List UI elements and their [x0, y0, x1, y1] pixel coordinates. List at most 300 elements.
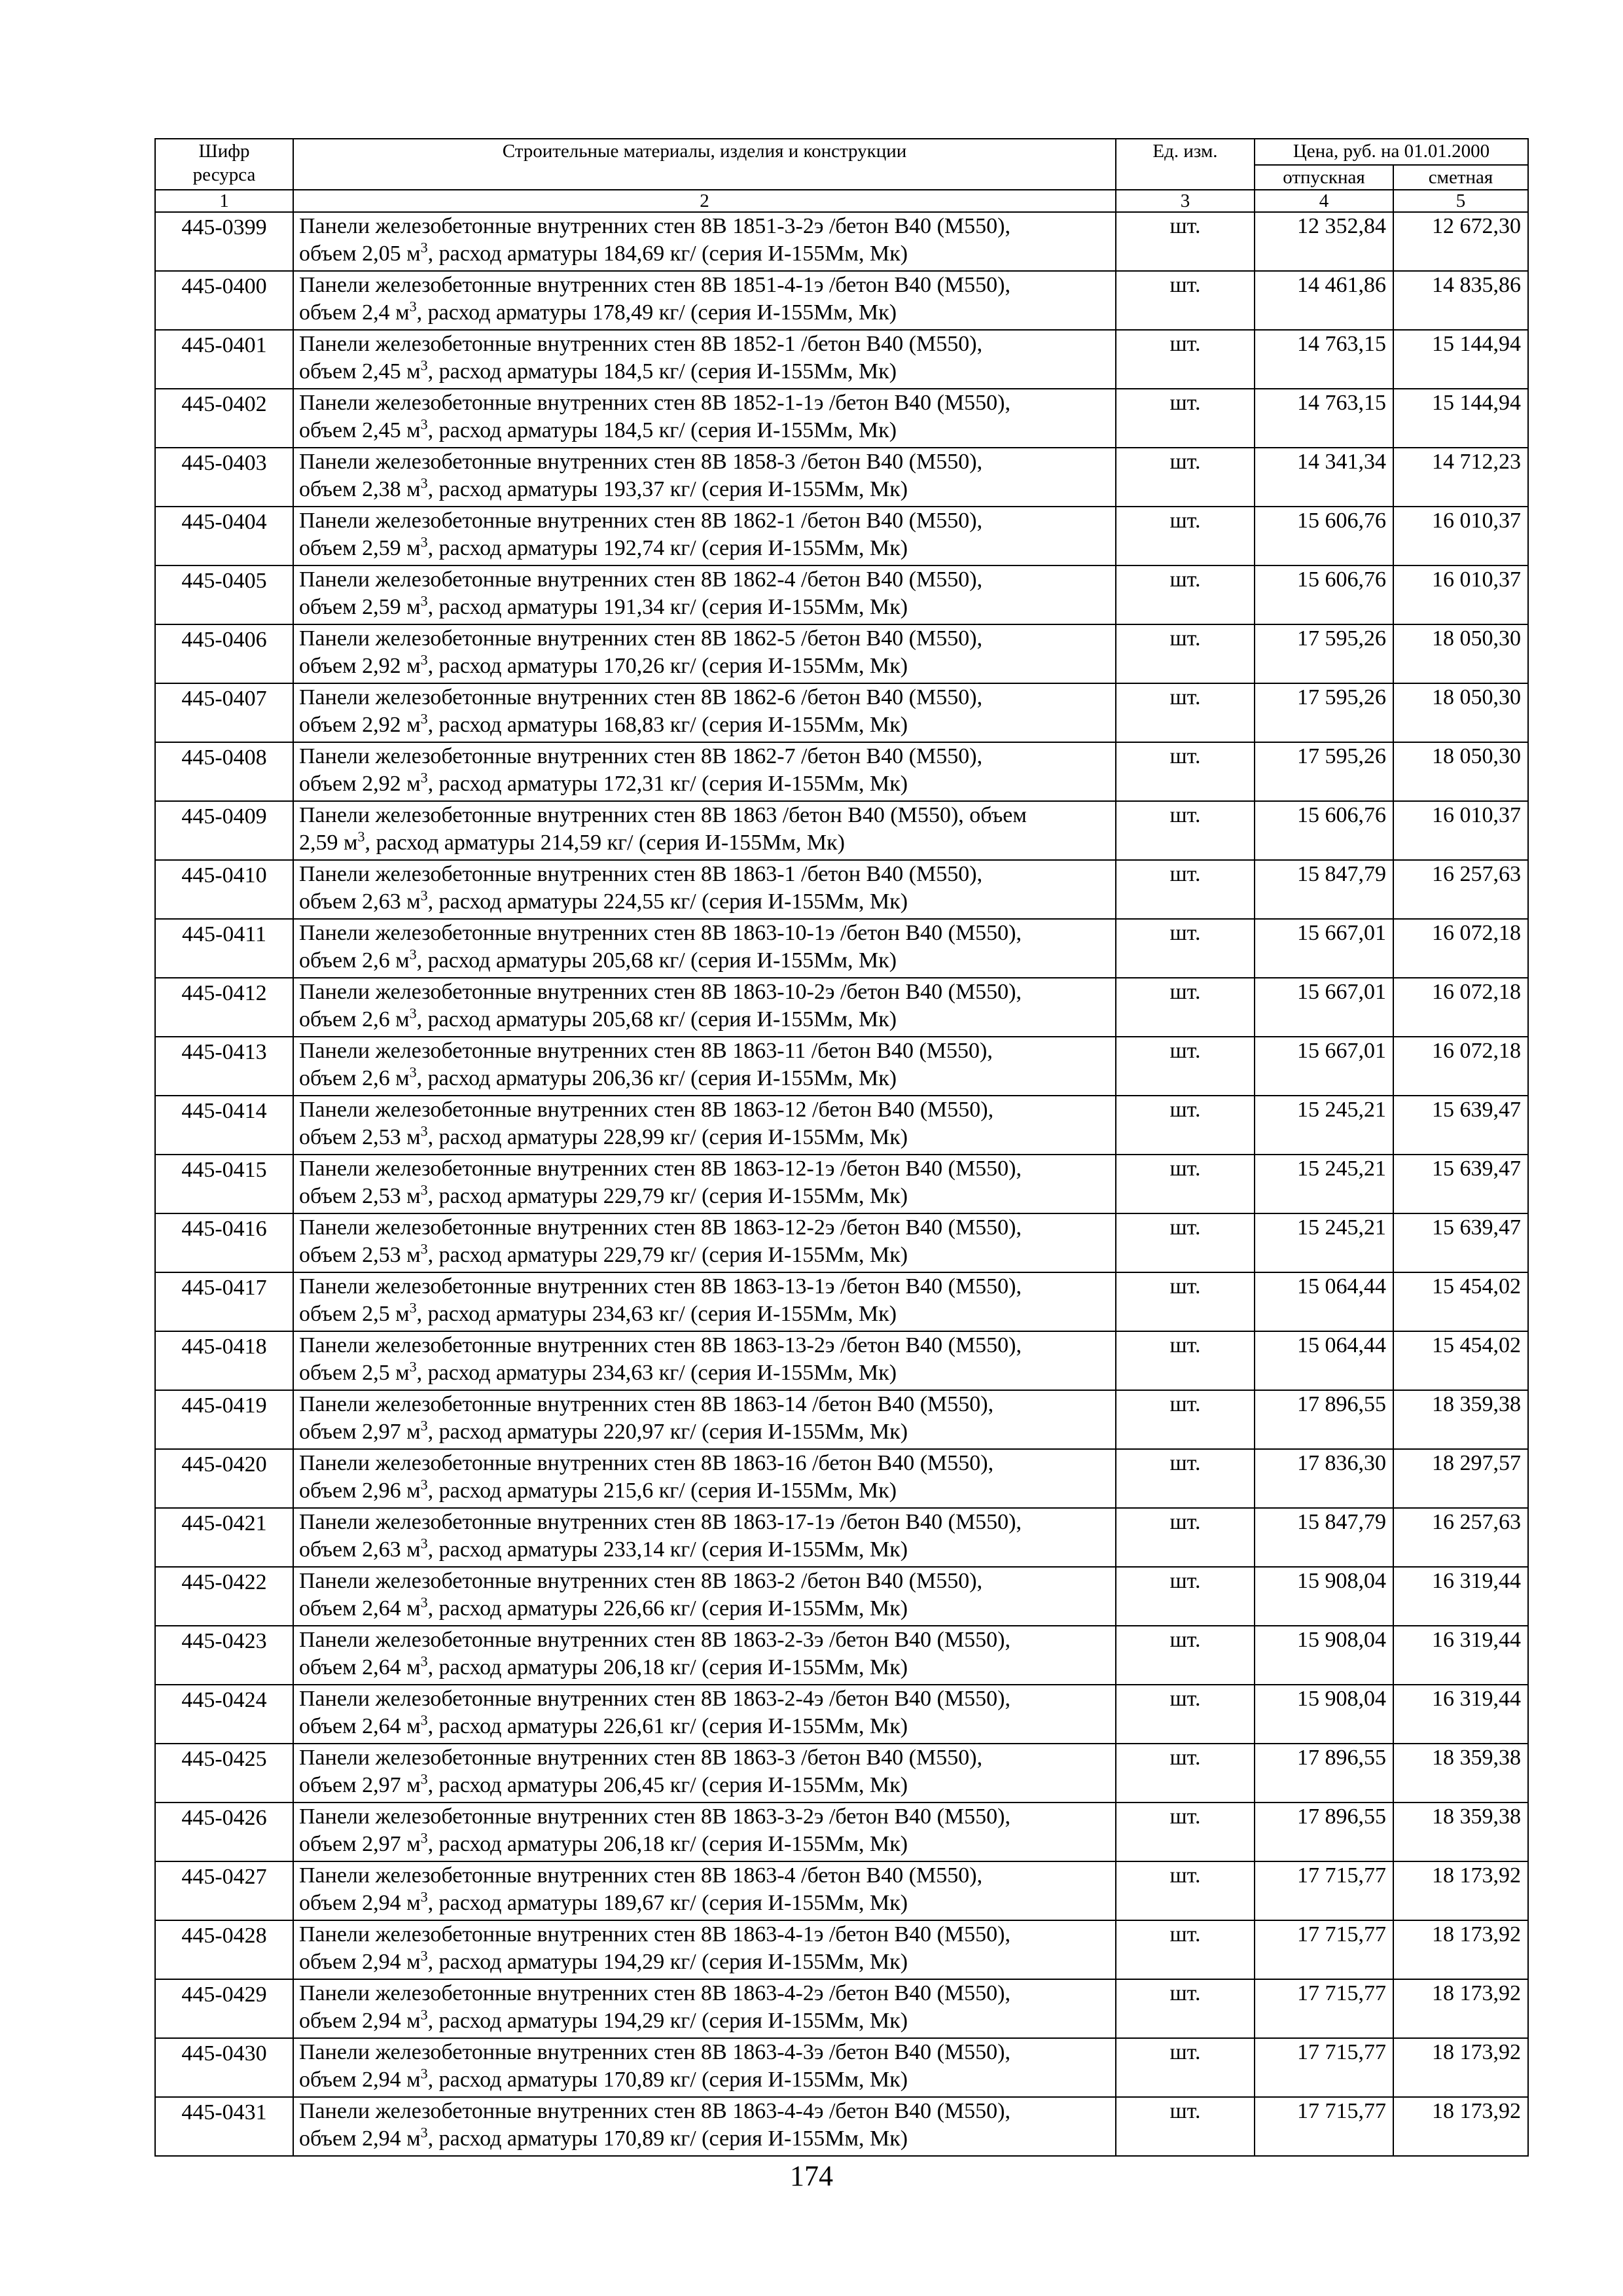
table-row: [155, 978, 1528, 1037]
volume-text: объем 2,45 м: [299, 359, 421, 384]
material-description: [293, 1096, 1116, 1155]
resource-code: 445-0401: [155, 330, 293, 389]
volume-text: объем 2,64 м: [299, 1714, 421, 1738]
cubic-superscript: 3: [420, 357, 428, 374]
column-number: 3: [1116, 190, 1255, 212]
description-line-2: [299, 2066, 1111, 2094]
resource-code: 445-0428: [155, 1920, 293, 1979]
unit-cell: шт.: [1116, 1390, 1255, 1449]
cubic-superscript: 3: [420, 239, 428, 256]
wholesale-price: 15 667,01: [1255, 1037, 1393, 1096]
estimate-price: 14 712,23: [1393, 448, 1528, 507]
unit-cell: шт.: [1116, 801, 1255, 860]
description-line-2: [299, 1183, 1111, 1210]
volume-text: объем 2,94 м: [299, 1891, 421, 1915]
volume-text: объем 2,92 м: [299, 654, 421, 678]
column-number: 5: [1393, 190, 1528, 212]
table-row: [155, 1685, 1528, 1744]
table-body: [155, 212, 1528, 2156]
cubic-superscript: 3: [420, 1888, 428, 1905]
description-line-1: Панели железобетонные внутренних стен 8В 1863-11 /бетон В40 (М550),: [299, 1039, 993, 1063]
wholesale-price: 17 896,55: [1255, 1744, 1393, 1803]
table-row: [155, 448, 1528, 507]
table-row: [155, 801, 1528, 860]
estimate-price: 16 072,18: [1393, 978, 1528, 1037]
description-line-2: [299, 1006, 1111, 1033]
rebar-text: , расход арматуры 184,5 кг/ (серия И-155Мм, Мк): [427, 359, 897, 384]
resource-code: 445-0406: [155, 624, 293, 683]
unit-cell: шт.: [1116, 978, 1255, 1037]
cubic-superscript: 3: [420, 416, 428, 433]
rebar-text: , расход арматуры 233,14 кг/ (серия И-155Мм, Мк): [427, 1537, 908, 1562]
unit-cell: шт.: [1116, 330, 1255, 389]
resource-code: 445-0430: [155, 2038, 293, 2097]
unit-cell: шт.: [1116, 1508, 1255, 1567]
description-line-1: Панели железобетонные внутренних стен 8В 1863-4 /бетон В40 (М550),: [299, 1863, 983, 1888]
material-description: [293, 1155, 1116, 1213]
estimate-price: 16 257,63: [1393, 860, 1528, 919]
unit-cell: шт.: [1116, 1685, 1255, 1744]
rebar-text: , расход арматуры 191,34 кг/ (серия И-155Мм, Мк): [427, 595, 908, 619]
table-row: [155, 2038, 1528, 2097]
wholesale-price: 14 461,86: [1255, 271, 1393, 330]
header-wholesale: отпускная: [1255, 165, 1393, 190]
table-row: [155, 507, 1528, 565]
unit-cell: шт.: [1116, 860, 1255, 919]
resource-code: 445-0403: [155, 448, 293, 507]
wholesale-price: 17 715,77: [1255, 1920, 1393, 1979]
cubic-superscript: 3: [409, 1064, 417, 1081]
unit-cell: шт.: [1116, 448, 1255, 507]
description-line-2: [299, 476, 1111, 503]
unit-cell: шт.: [1116, 742, 1255, 801]
description-line-1: Панели железобетонные внутренних стен 8В 1863-12 /бетон В40 (М550),: [299, 1098, 994, 1122]
estimate-price: 16 257,63: [1393, 1508, 1528, 1567]
rebar-text: , расход арматуры 234,63 кг/ (серия И-155Мм, Мк): [416, 1361, 897, 1385]
volume-text: объем 2,92 м: [299, 772, 421, 796]
unit-cell: шт.: [1116, 1861, 1255, 1920]
wholesale-price: 14 763,15: [1255, 389, 1393, 448]
description-line-1: Панели железобетонные внутренних стен 8В 1863-4-3э /бетон В40 (М550),: [299, 2040, 1011, 2064]
resource-code: 445-0414: [155, 1096, 293, 1155]
volume-text: объем 2,97 м: [299, 1420, 421, 1444]
estimate-price: 15 144,94: [1393, 330, 1528, 389]
resource-code: 445-0426: [155, 1803, 293, 1861]
rebar-text: , расход арматуры 193,37 кг/ (серия И-155Мм, Мк): [427, 477, 908, 501]
description-line-1: Панели железобетонные внутренних стен 8В 1863-2 /бетон В40 (М550),: [299, 1569, 983, 1593]
table-row: [155, 1861, 1528, 1920]
cubic-superscript: 3: [420, 1181, 428, 1198]
header-row: [155, 139, 1528, 165]
description-line-2: [299, 1654, 1111, 1681]
material-description: [293, 1508, 1116, 1567]
header-unit: Ед. изм.: [1116, 139, 1255, 190]
resource-code: 445-0422: [155, 1567, 293, 1626]
volume-text: объем 2,59 м: [299, 595, 421, 619]
estimate-price: 18 173,92: [1393, 2038, 1528, 2097]
table-row: [155, 1567, 1528, 1626]
description-line-2: [299, 1477, 1111, 1505]
resource-code: 445-0420: [155, 1449, 293, 1508]
resource-code: 445-0402: [155, 389, 293, 448]
wholesale-price: 15 908,04: [1255, 1685, 1393, 1744]
cubic-superscript: 3: [420, 1829, 428, 1846]
description-line-2: [299, 2125, 1111, 2153]
rebar-text: , расход арматуры 229,79 кг/ (серия И-155Мм, Мк): [427, 1184, 908, 1208]
description-line-2: [299, 1418, 1111, 1446]
description-line-1: Панели железобетонные внутренних стен 8В 1863-14 /бетон В40 (М550),: [299, 1392, 994, 1416]
resource-code: 445-0425: [155, 1744, 293, 1803]
cubic-superscript: 3: [420, 1594, 428, 1611]
volume-text: объем 2,6 м: [299, 1066, 410, 1090]
estimate-price: 14 835,86: [1393, 271, 1528, 330]
description-line-1: Панели железобетонные внутренних стен 8В 1863 /бетон В40 (М550), объем: [299, 803, 1027, 827]
unit-cell: шт.: [1116, 271, 1255, 330]
rebar-text: , расход арматуры 178,49 кг/ (серия И-155Мм, Мк): [416, 300, 897, 325]
estimate-price: 15 454,02: [1393, 1272, 1528, 1331]
rebar-text: , расход арматуры 205,68 кг/ (серия И-155Мм, Мк): [416, 1007, 897, 1031]
estimate-price: 18 359,38: [1393, 1803, 1528, 1861]
material-description: [293, 1803, 1116, 1861]
description-line-1: Панели железобетонные внутренних стен 8В 1863-4-4э /бетон В40 (М550),: [299, 2099, 1011, 2123]
volume-text: объем 2,94 м: [299, 2009, 421, 2033]
wholesale-price: 17 715,77: [1255, 1861, 1393, 1920]
unit-cell: шт.: [1116, 1567, 1255, 1626]
material-description: [293, 1685, 1116, 1744]
rebar-text: , расход арматуры 189,67 кг/ (серия И-155Мм, Мк): [427, 1891, 908, 1915]
rebar-text: , расход арматуры 226,66 кг/ (серия И-155Мм, Мк): [427, 1596, 908, 1621]
volume-text: объем 2,97 м: [299, 1773, 421, 1797]
cubic-superscript: 3: [357, 828, 365, 845]
description-line-2: [299, 711, 1111, 739]
cubic-superscript: 3: [420, 2124, 428, 2141]
header-estimate: сметная: [1393, 165, 1528, 190]
material-description: [293, 1861, 1116, 1920]
unit-cell: шт.: [1116, 1331, 1255, 1390]
cubic-superscript: 3: [420, 769, 428, 786]
wholesale-price: 15 064,44: [1255, 1331, 1393, 1390]
cubic-superscript: 3: [420, 1122, 428, 1139]
unit-cell: шт.: [1116, 1037, 1255, 1096]
cubic-superscript: 3: [420, 710, 428, 727]
wholesale-price: 17 595,26: [1255, 683, 1393, 742]
table-row: [155, 565, 1528, 624]
rebar-text: , расход арматуры 226,61 кг/ (серия И-155Мм, Мк): [427, 1714, 908, 1738]
rebar-text: , расход арматуры 184,69 кг/ (серия И-155Мм, Мк): [427, 242, 908, 266]
estimate-price: 15 454,02: [1393, 1331, 1528, 1390]
cubic-superscript: 3: [409, 946, 417, 963]
cubic-superscript: 3: [420, 1712, 428, 1729]
unit-cell: шт.: [1116, 1979, 1255, 2038]
cubic-superscript: 3: [420, 533, 428, 550]
description-line-1: Панели железобетонные внутренних стен 8В 1851-4-1э /бетон В40 (М550),: [299, 273, 1011, 297]
material-description: [293, 1920, 1116, 1979]
page-number: 174: [790, 2160, 833, 2192]
material-description: [293, 1567, 1116, 1626]
table-row: [155, 1037, 1528, 1096]
description-line-2: [299, 417, 1111, 444]
volume-text: объем 2,05 м: [299, 242, 421, 266]
wholesale-price: 17 896,55: [1255, 1390, 1393, 1449]
unit-cell: шт.: [1116, 1449, 1255, 1508]
description-line-1: Панели железобетонные внутренних стен 8В 1863-12-2э /бетон В40 (М550),: [299, 1215, 1022, 1240]
description-line-1: Панели железобетонные внутренних стен 8В 1852-1-1э /бетон В40 (М550),: [299, 391, 1011, 415]
description-line-1: Панели железобетонные внутренних стен 8В 1862-1 /бетон В40 (М550),: [299, 509, 983, 533]
resource-code: 445-0417: [155, 1272, 293, 1331]
cubic-superscript: 3: [420, 1770, 428, 1787]
material-description: [293, 330, 1116, 389]
table-row: [155, 1331, 1528, 1390]
description-line-1: Панели железобетонные внутренних стен 8В 1863-3 /бетон В40 (М550),: [299, 1746, 983, 1770]
table-row: [155, 212, 1528, 271]
description-line-1: Панели железобетонные внутренних стен 8В 1863-1 /бетон В40 (М550),: [299, 862, 983, 886]
estimate-price: 18 359,38: [1393, 1744, 1528, 1803]
material-description: [293, 1213, 1116, 1272]
wholesale-price: 15 064,44: [1255, 1272, 1393, 1331]
resource-code: 445-0416: [155, 1213, 293, 1272]
rebar-text: , расход арматуры 228,99 кг/ (серия И-155Мм, Мк): [427, 1125, 908, 1149]
wholesale-price: 17 836,30: [1255, 1449, 1393, 1508]
material-description: [293, 389, 1116, 448]
table-row: [155, 389, 1528, 448]
table-row: [155, 860, 1528, 919]
wholesale-price: 15 667,01: [1255, 978, 1393, 1037]
volume-text: объем 2,45 м: [299, 418, 421, 442]
estimate-price: 15 639,47: [1393, 1155, 1528, 1213]
column-number-row: [155, 190, 1528, 212]
material-description: [293, 271, 1116, 330]
estimate-price: 18 297,57: [1393, 1449, 1528, 1508]
rebar-text: , расход арматуры 194,29 кг/ (серия И-155Мм, Мк): [427, 2009, 908, 2033]
table-row: [155, 1744, 1528, 1803]
rebar-text: , расход арматуры 184,5 кг/ (серия И-155Мм, Мк): [427, 418, 897, 442]
material-description: [293, 507, 1116, 565]
wholesale-price: 15 606,76: [1255, 801, 1393, 860]
estimate-price: 18 173,92: [1393, 1979, 1528, 2038]
resource-code: 445-0419: [155, 1390, 293, 1449]
rebar-text: , расход арматуры 214,59 кг/ (серия И-155Мм, Мк): [365, 831, 845, 855]
header-materials: Строительные материалы, изделия и конструкции: [293, 139, 1116, 190]
rebar-text: , расход арматуры 170,89 кг/ (серия И-155Мм, Мк): [427, 2068, 908, 2092]
material-description: [293, 1037, 1116, 1096]
table-row: [155, 330, 1528, 389]
volume-text: 2,59 м: [299, 831, 358, 855]
description-line-2: [299, 535, 1111, 562]
wholesale-price: 15 606,76: [1255, 507, 1393, 565]
wholesale-price: 15 847,79: [1255, 860, 1393, 919]
rebar-text: , расход арматуры 229,79 кг/ (серия И-155Мм, Мк): [427, 1243, 908, 1267]
table-row: [155, 1272, 1528, 1331]
price-table: [154, 138, 1529, 2157]
volume-text: объем 2,6 м: [299, 1007, 410, 1031]
resource-code: 445-0405: [155, 565, 293, 624]
estimate-price: 12 672,30: [1393, 212, 1528, 271]
wholesale-price: 14 341,34: [1255, 448, 1393, 507]
table-row: [155, 1155, 1528, 1213]
description-line-1: Панели железобетонные внутренних стен 8В 1863-16 /бетон В40 (М550),: [299, 1451, 994, 1475]
material-description: [293, 624, 1116, 683]
estimate-price: 15 639,47: [1393, 1213, 1528, 1272]
description-line-1: Панели железобетонные внутренних стен 8В 1862-5 /бетон В40 (М550),: [299, 626, 983, 651]
estimate-price: 18 173,92: [1393, 2097, 1528, 2156]
description-line-2: [299, 1536, 1111, 1564]
estimate-price: 18 050,30: [1393, 742, 1528, 801]
table-row: [155, 1920, 1528, 1979]
description-line-2: [299, 1300, 1111, 1328]
description-line-2: [299, 770, 1111, 798]
rebar-text: , расход арматуры 172,31 кг/ (серия И-155Мм, Мк): [427, 772, 908, 796]
material-description: [293, 742, 1116, 801]
description-line-2: [299, 1065, 1111, 1092]
description-line-2: [299, 829, 1111, 857]
material-description: [293, 978, 1116, 1037]
estimate-price: 18 173,92: [1393, 1920, 1528, 1979]
volume-text: объем 2,53 м: [299, 1125, 421, 1149]
description-line-1: Панели железобетонные внутренних стен 8В 1863-10-1э /бетон В40 (М550),: [299, 921, 1022, 945]
wholesale-price: 15 908,04: [1255, 1567, 1393, 1626]
description-line-2: [299, 1359, 1111, 1387]
description-line-2: [299, 1772, 1111, 1799]
unit-cell: шт.: [1116, 1096, 1255, 1155]
column-number: 1: [155, 190, 293, 212]
material-description: [293, 2038, 1116, 2097]
resource-code: 445-0423: [155, 1626, 293, 1685]
table-row: [155, 624, 1528, 683]
wholesale-price: 15 847,79: [1255, 1508, 1393, 1567]
description-line-1: Панели железобетонные внутренних стен 8В 1863-12-1э /бетон В40 (М550),: [299, 1157, 1022, 1181]
estimate-price: 16 319,44: [1393, 1685, 1528, 1744]
wholesale-price: 15 667,01: [1255, 919, 1393, 978]
material-description: [293, 1331, 1116, 1390]
description-line-1: Панели железобетонные внутренних стен 8В 1862-4 /бетон В40 (М550),: [299, 567, 983, 592]
volume-text: объем 2,53 м: [299, 1184, 421, 1208]
description-line-2: [299, 594, 1111, 621]
unit-cell: шт.: [1116, 624, 1255, 683]
rebar-text: , расход арматуры 206,18 кг/ (серия И-155Мм, Мк): [427, 1655, 908, 1679]
rebar-text: , расход арматуры 205,68 кг/ (серия И-155Мм, Мк): [416, 948, 897, 973]
material-description: [293, 683, 1116, 742]
wholesale-price: 15 908,04: [1255, 1626, 1393, 1685]
wholesale-price: 14 763,15: [1255, 330, 1393, 389]
material-description: [293, 801, 1116, 860]
volume-text: объем 2,6 м: [299, 948, 410, 973]
cubic-superscript: 3: [409, 1005, 417, 1022]
wholesale-price: 17 595,26: [1255, 624, 1393, 683]
wholesale-price: 15 606,76: [1255, 565, 1393, 624]
description-line-1: Панели железобетонные внутренних стен 8В 1863-4-1э /бетон В40 (М550),: [299, 1922, 1011, 1946]
estimate-price: 16 010,37: [1393, 801, 1528, 860]
description-line-2: [299, 358, 1111, 386]
unit-cell: шт.: [1116, 1920, 1255, 1979]
description-line-2: [299, 1595, 1111, 1623]
description-line-1: Панели железобетонные внутренних стен 8В 1863-13-1э /бетон В40 (М550),: [299, 1274, 1022, 1299]
material-description: [293, 860, 1116, 919]
material-description: [293, 1626, 1116, 1685]
material-description: [293, 1979, 1116, 2038]
table-row: [155, 1803, 1528, 1861]
volume-text: объем 2,97 м: [299, 1832, 421, 1856]
estimate-price: 15 639,47: [1393, 1096, 1528, 1155]
estimate-price: 16 319,44: [1393, 1567, 1528, 1626]
cubic-superscript: 3: [420, 1417, 428, 1434]
estimate-price: 16 072,18: [1393, 919, 1528, 978]
unit-cell: шт.: [1116, 683, 1255, 742]
estimate-price: 18 173,92: [1393, 1861, 1528, 1920]
estimate-price: 16 072,18: [1393, 1037, 1528, 1096]
column-number: 4: [1255, 190, 1393, 212]
volume-text: объем 2,64 м: [299, 1596, 421, 1621]
resource-code: 445-0407: [155, 683, 293, 742]
description-line-2: [299, 653, 1111, 680]
cubic-superscript: 3: [420, 1476, 428, 1493]
cubic-superscript: 3: [420, 2065, 428, 2082]
description-line-2: [299, 1831, 1111, 1858]
rebar-text: , расход арматуры 224,55 кг/ (серия И-155Мм, Мк): [427, 889, 908, 914]
cubic-superscript: 3: [420, 592, 428, 609]
unit-cell: шт.: [1116, 212, 1255, 271]
table-row: [155, 271, 1528, 330]
cubic-superscript: 3: [420, 1947, 428, 1964]
unit-cell: шт.: [1116, 565, 1255, 624]
description-line-1: Панели железобетонные внутренних стен 8В 1862-7 /бетон В40 (М550),: [299, 744, 983, 768]
material-description: [293, 919, 1116, 978]
resource-code: 445-0411: [155, 919, 293, 978]
estimate-price: 15 144,94: [1393, 389, 1528, 448]
rebar-text: , расход арматуры 220,97 кг/ (серия И-155Мм, Мк): [427, 1420, 908, 1444]
unit-cell: шт.: [1116, 1272, 1255, 1331]
material-description: [293, 565, 1116, 624]
table-row: [155, 1096, 1528, 1155]
material-description: [293, 1272, 1116, 1331]
volume-text: объем 2,94 м: [299, 2068, 421, 2092]
rebar-text: , расход арматуры 192,74 кг/ (серия И-155Мм, Мк): [427, 536, 908, 560]
description-line-2: [299, 1890, 1111, 1917]
resource-code: 445-0404: [155, 507, 293, 565]
unit-cell: шт.: [1116, 2038, 1255, 2097]
estimate-price: 18 050,30: [1393, 624, 1528, 683]
table-row: [155, 683, 1528, 742]
estimate-price: 18 359,38: [1393, 1390, 1528, 1449]
rebar-text: , расход арматуры 168,83 кг/ (серия И-155Мм, Мк): [427, 713, 908, 737]
rebar-text: , расход арматуры 194,29 кг/ (серия И-155Мм, Мк): [427, 1950, 908, 1974]
volume-text: объем 2,63 м: [299, 1537, 421, 1562]
resource-code: 445-0431: [155, 2097, 293, 2156]
wholesale-price: 15 245,21: [1255, 1096, 1393, 1155]
resource-code: 445-0421: [155, 1508, 293, 1567]
unit-cell: шт.: [1116, 919, 1255, 978]
description-line-1: Панели железобетонные внутренних стен 8В 1858-3 /бетон В40 (М550),: [299, 450, 983, 474]
resource-code: 445-0418: [155, 1331, 293, 1390]
description-line-1: Панели железобетонные внутренних стен 8В 1863-3-2э /бетон В40 (М550),: [299, 1804, 1011, 1829]
unit-cell: шт.: [1116, 1803, 1255, 1861]
wholesale-price: 17 896,55: [1255, 1803, 1393, 1861]
rebar-text: , расход арматуры 170,89 кг/ (серия И-155Мм, Мк): [427, 2126, 908, 2151]
rebar-text: , расход арматуры 234,63 кг/ (серия И-155Мм, Мк): [416, 1302, 897, 1326]
table-row: [155, 919, 1528, 978]
resource-code: 445-0429: [155, 1979, 293, 2038]
rebar-text: , расход арматуры 206,18 кг/ (серия И-155Мм, Мк): [427, 1832, 908, 1856]
header-code: Шифр ресурса: [155, 139, 293, 190]
wholesale-price: 15 245,21: [1255, 1213, 1393, 1272]
resource-code: 445-0400: [155, 271, 293, 330]
resource-code: 445-0415: [155, 1155, 293, 1213]
cubic-superscript: 3: [409, 1299, 417, 1316]
material-description: [293, 2097, 1116, 2156]
table-row: [155, 1508, 1528, 1567]
table-row: [155, 1979, 1528, 2038]
rebar-text: , расход арматуры 170,26 кг/ (серия И-155Мм, Мк): [427, 654, 908, 678]
volume-text: объем 2,64 м: [299, 1655, 421, 1679]
